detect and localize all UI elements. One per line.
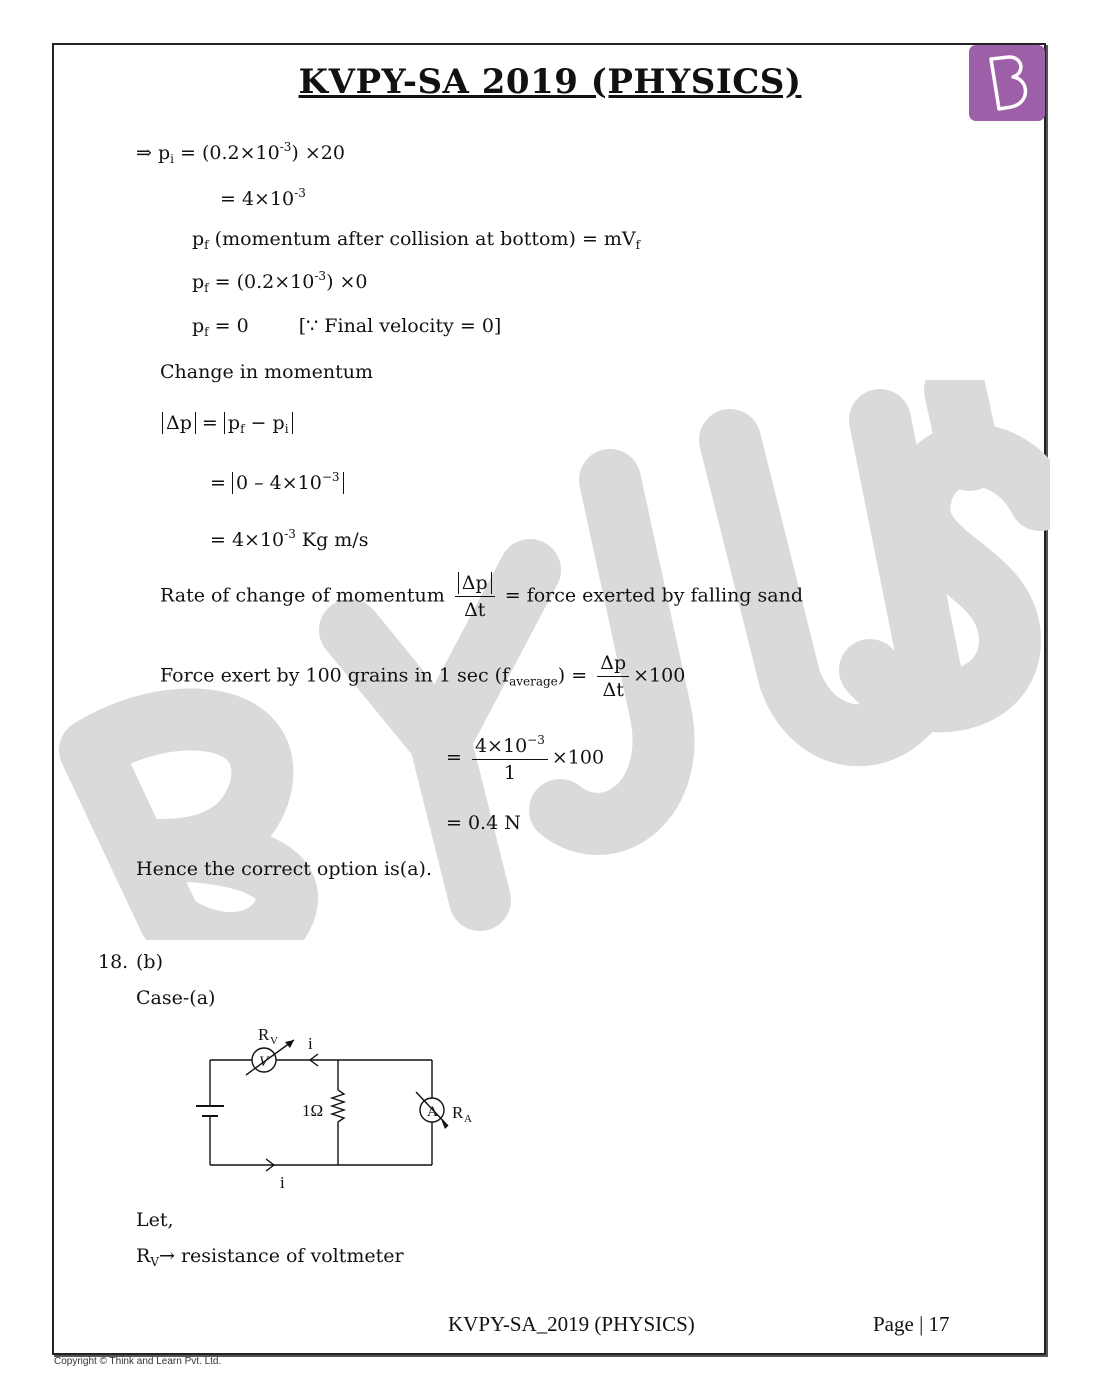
svg-text:R: R: [452, 1103, 464, 1122]
svg-text:A: A: [464, 1113, 472, 1125]
page-title: KVPY-SA 2019 (PHYSICS): [298, 62, 802, 102]
page-number: Page | 17: [873, 1312, 950, 1336]
copyright-notice: Copyright © Think and Learn Pvt. Ltd.: [54, 1356, 222, 1367]
force-calc-line: = $\frac{4\times 10^{-3}}{1}$ ×100: [446, 733, 605, 784]
delta-p-result: = $4\times 10^{-3}$ Kg m/s: [210, 527, 369, 551]
svg-text:i: i: [308, 1034, 313, 1053]
average-force-line: Force exert by 100 grains in 1 $\sec (f_{average})$ = $\frac{\Delta p}{\Delta t}$ ×100: [160, 652, 686, 701]
answer-option: (b): [136, 951, 163, 973]
final-momentum-def: $p_f$ (momentum after collision at bottom) = $mV_f$: [192, 228, 641, 252]
svg-text:1Ω: 1Ω: [302, 1101, 324, 1120]
delta-p-step1: = $0 - 4\times 10^{-3}$: [210, 470, 344, 494]
rv-definition: $R_V\to$ resistance of voltmeter: [136, 1245, 404, 1269]
svg-text:A: A: [427, 1104, 438, 1120]
initial-momentum-value: = $4\times 10^{-3}$: [220, 186, 306, 210]
force-result: = 0.4 N: [446, 812, 521, 834]
svg-text:R: R: [258, 1025, 270, 1044]
initial-momentum-line: ⇒ $p_i = (0.2\times 10^{-3}) \times 20$: [136, 140, 345, 166]
circuit-diagram: [190, 1020, 490, 1200]
rate-of-change-line: Rate of change of momentum $\frac{\Delta p}{\Delta t}$ = force exerted by falling sand: [160, 572, 803, 621]
let-label: Let,: [136, 1209, 174, 1231]
conclusion: Hence the correct option is(a).: [136, 858, 432, 880]
footer-title: KVPY-SA_2019 (PHYSICS): [448, 1312, 695, 1336]
delta-p-equation: $\Delta p = p_f - p_i$: [162, 412, 293, 436]
svg-text:V: V: [270, 1035, 278, 1047]
final-momentum-calc: $p_f = (0.2\times 10^{-3}) \times 0$: [192, 269, 368, 295]
final-momentum-zero: $p_f = 0$ [∵ Final velocity = 0]: [192, 315, 502, 339]
question-number: 18.: [98, 951, 129, 973]
svg-text:V: V: [259, 1054, 269, 1070]
case-label: Case-(a): [136, 987, 216, 1009]
change-in-momentum-label: Change in momentum: [160, 361, 373, 383]
svg-text:i: i: [280, 1173, 285, 1192]
